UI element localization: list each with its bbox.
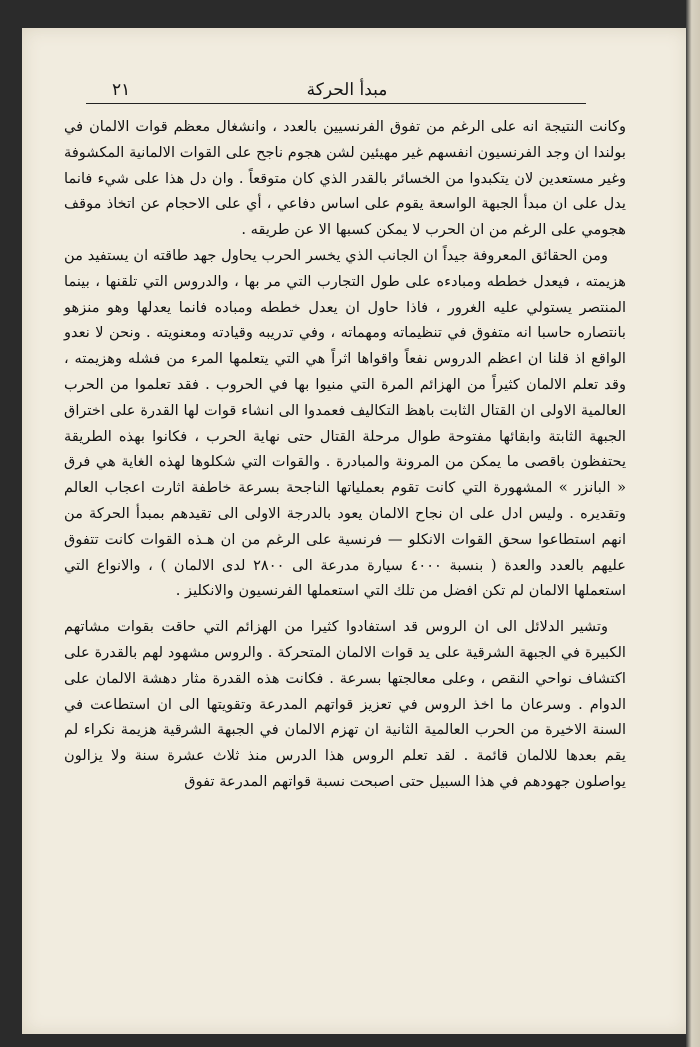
page-header (112, 80, 582, 102)
paragraph-3: وتشير الدلائل الى ان الروس قد استفادوا كثيرا من الهزائم التي حاقت بقوات مشاتهم الكبيرة في الجبهة الشرقية على يد قوات الالمان المتحركة . والروس مشهود لهم بالقدرة على اكتشاف نواحي النقص ، وعلى معالجتها بسرعة . فكانت هذه القدرة مثار دهشة الالمان على الدوام . وسرعان ما اخذ الروس في تعزيز قواتهم المدرعة وتقويتها الى ان استطاعت في السنة الاخيرة من الحرب العالمية الثانية ان تهزم الالمان في الجبهة الشرقية هزيمة نكراء لم يقم بعدها للالمان قائمة . لقد تعلم الروس هذا الدرس منذ ثلاث عشرة سنة ولا يزالون يواصلون جهودهم في هذا السبيل حتى اصبحت نسبة قواتهم المدرعة تفوق (64, 618, 626, 790)
page-edge (686, 0, 700, 1047)
paragraph-1: وكانت النتيجة انه على الرغم من تفوق الفرنسيين بالعدد ، وانشغال معظم قوات الالمان في بولندا ان وجد الفرنسيون انفسهم غير مهيئين لشن هجوم ناجح على القوات الالمانية المكشوفة وغير مستعدين لان يتكبدوا من الخسائر بالقدر الذي كان متوقعاً . وان دل هذا على شيء فانما يدل على ان مبدأ الجبهة الواسعة يقوم على اساس دفاعي ، أي على الاحجام عن اتخاذ موقف هجومي على الرغم من ان الحرب لا يمكن كسبها الا عن طريقه . (64, 118, 626, 239)
body-text (64, 114, 626, 795)
page-number: ٢١ (112, 80, 131, 100)
running-title: مبدأ الحركة (306, 80, 388, 100)
paragraph-2: ومن الحقائق المعروفة جيداً ان الجانب الذي يخسر الحرب يحاول جهد طاقته ان يستفيد من هزيمته ، فيعدل خططه ومبادءه على طول التجارب التي مر بها ، والدروس التي تلقنها ، بينما المنتصر يستولي عليه الغرور ، فاذا حاول ان يعدل خططه ومباده فانما يعدلها وهو منزهو بانتصاره حاسبا انه متفوق في تنظيماته ومهماته ، وفي تدريبه وقيادته ومعنويته . ونحن لا نعدو الواقع اذ قلنا ان اعظم الدروس نفعاً واقواها اثراً هي التي يتعلمها المرء من فشله وهزيمته ، وقد تعلم الالمان كثيراً من الهزائم المرة التي منيوا بها في الحروب . فقد تعلموا من الحرب العالمية الاولى ان القتال الثابت باهظ التكاليف فعمدوا الى انشاء قوات لها القدرة على اختراق الجبهة الثابتة وابقائها مفتوحة طوال مرحلة القتال حتى نهاية الحرب ، فكانوا بهذه الطريقة يحتفظون باقصى ما يمكن من المرونة والمبادرة . والقوات التي شكلوها لهذه الغاية هي فرق « البانزر » المشهورة التي كانت تقوم بعملياتها الناجحة بسرعة خاطفة اثارت اعجاب العالم وتقديره . وليس ادل على ان نجاح الالمان يعود بالدرجة الاولى الى تقيدهم بمبدأ الحركة من انهم استطاعوا سحق القوات الانكلو — فرنسية على الرغم من ان هـذه القوات كانت تتفوق عليهم بالعدد والعدة ( بنسبة ٤٠٠٠ سيارة مدرعة الى ٢٨٠٠ لدى الالمان ) ، والانواع التي استعملها الالمان لم تكن افضل من تلك التي استعملها الفرنسيون والانكليز . (64, 246, 626, 600)
header-rule (86, 103, 586, 104)
